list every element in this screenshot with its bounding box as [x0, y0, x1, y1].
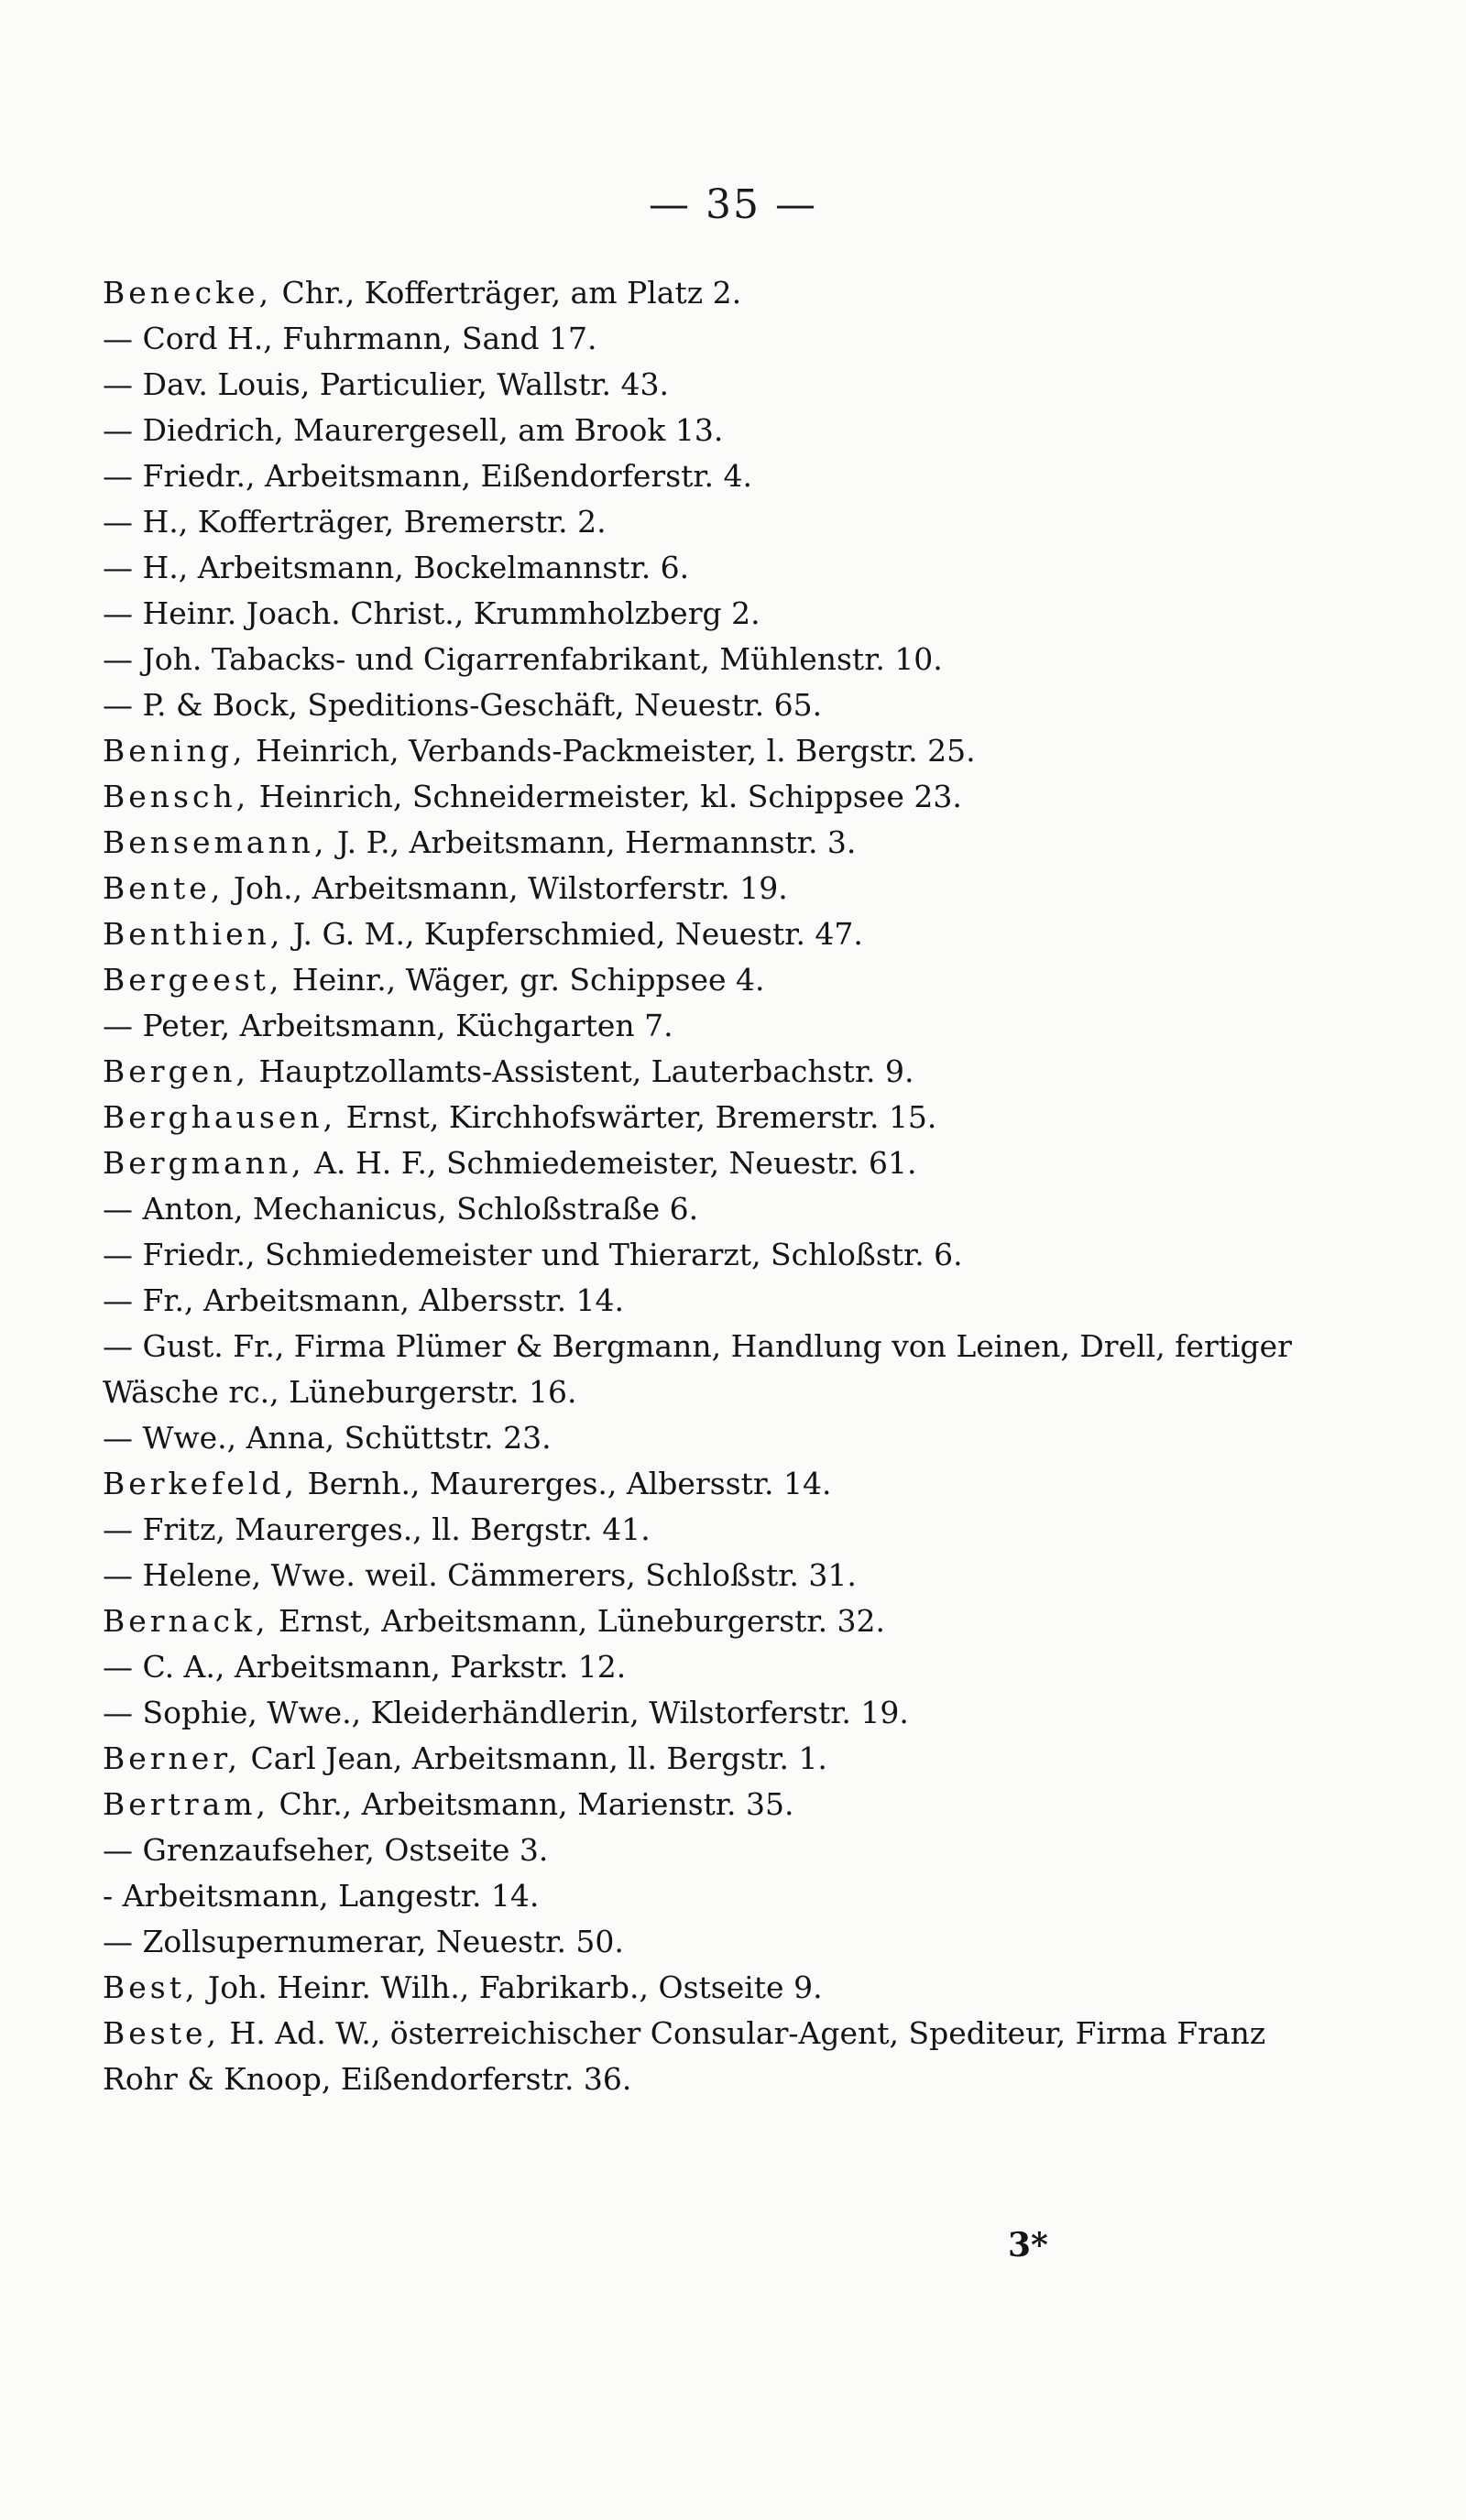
entry-text: — Joh. Tabacks- und Cigarrenfabrikant, Mühlenstr. 10.	[103, 641, 943, 677]
directory-entry	[103, 1782, 1294, 1827]
directory-entry	[103, 1461, 1294, 1507]
directory-entry	[103, 1553, 1294, 1598]
directory-entry	[103, 499, 1294, 545]
entry-text: — Peter, Arbeitsmann, Küchgarten 7.	[103, 1008, 673, 1043]
directory-entry	[103, 1644, 1294, 1690]
entry-surname: Bergeest,	[103, 962, 283, 998]
entry-text: — Diedrich, Maurergesell, am Brook 13.	[103, 412, 724, 448]
directory-entry	[103, 2011, 1294, 2102]
directory-entry	[103, 957, 1294, 1003]
entry-text: — C. A., Arbeitsmann, Parkstr. 12.	[103, 1649, 627, 1685]
directory-entry	[103, 1415, 1294, 1461]
signature-mark: 3*	[1008, 2226, 1048, 2264]
entry-surname: Bensch,	[103, 779, 250, 814]
directory-entry	[103, 1278, 1294, 1324]
directory-entry	[103, 1873, 1294, 1919]
entry-text: — Helene, Wwe. weil. Cämmerers, Schloßstr. 31.	[103, 1557, 857, 1593]
entry-surname: Berghausen,	[103, 1099, 337, 1135]
directory-entry	[103, 1324, 1294, 1415]
entry-text: — Fritz, Maurerges., ll. Bergstr. 41.	[103, 1511, 651, 1547]
directory-entry	[103, 1598, 1294, 1644]
entry-surname: Benecke,	[103, 275, 273, 311]
directory-entry	[103, 637, 1294, 682]
entry-text: Joh. Heinr. Wilh., Fabrikarb., Ostseite 9.	[198, 1969, 823, 2005]
directory-entry	[103, 820, 1294, 866]
entry-text: J. P., Arbeitsmann, Hermannstr. 3.	[327, 824, 857, 860]
directory-entry	[103, 1232, 1294, 1278]
directory-entry	[103, 270, 1294, 316]
entry-text: H. Ad. W., österreichischer Consular-Agent, Spediteur, Firma Franz Rohr & Knoop, Eißendorferstr. 36.	[103, 2015, 1266, 2097]
directory-entry	[103, 316, 1294, 362]
entry-surname: Benthien,	[103, 916, 284, 952]
entry-text: Joh., Arbeitsmann, Wilstorferstr. 19.	[224, 870, 788, 906]
directory-entry	[103, 1507, 1294, 1553]
entry-text: — Fr., Arbeitsmann, Albersstr. 14.	[103, 1282, 625, 1318]
directory-entry	[103, 1919, 1294, 1965]
entry-text: Chr., Arbeitsmann, Marienstr. 35.	[269, 1786, 794, 1822]
directory-entry	[103, 728, 1294, 774]
entry-text: — Sophie, Wwe., Kleiderhändlerin, Wilstorferstr. 19.	[103, 1695, 909, 1730]
entry-text: — Heinr. Joach. Christ., Krummholzberg 2.	[103, 595, 760, 631]
directory-entry	[103, 1690, 1294, 1736]
entry-text: — Anton, Mechanicus, Schloßstraße 6.	[103, 1191, 699, 1227]
entry-surname: Bente,	[103, 870, 224, 906]
directory-entry	[103, 1736, 1294, 1782]
directory-entry	[103, 911, 1294, 957]
entry-text: Heinrich, Schneidermeister, kl. Schippsee 23.	[249, 779, 962, 814]
entry-text: — Grenzaufseher, Ostseite 3.	[103, 1832, 549, 1868]
entry-text: Carl Jean, Arbeitsmann, ll. Bergstr. 1.	[240, 1740, 827, 1776]
directory-entry	[103, 453, 1294, 499]
entry-text: — H., Arbeitsmann, Bockelmannstr. 6.	[103, 550, 690, 585]
directory-entry	[103, 591, 1294, 637]
entry-text: — Zollsupernumerar, Neuestr. 50.	[103, 1924, 624, 1959]
directory-entry	[103, 866, 1294, 911]
entry-text: Heinr., Wäger, gr. Schippsee 4.	[282, 962, 765, 998]
directory-entry	[103, 682, 1294, 728]
entry-surname: Bertram,	[103, 1786, 270, 1822]
entry-text: — Wwe., Anna, Schüttstr. 23.	[103, 1420, 552, 1456]
entry-text: — Friedr., Arbeitsmann, Eißendorferstr. 4.	[103, 458, 753, 494]
directory-entry	[103, 545, 1294, 591]
entry-text: Chr., Kofferträger, am Platz 2.	[272, 275, 742, 311]
entry-text: — P. & Bock, Speditions-Geschäft, Neuestr. 65.	[103, 687, 823, 723]
directory-entries	[103, 270, 1294, 2102]
entry-text: Hauptzollamts-Assistent, Lauterbachstr. 9.	[248, 1053, 914, 1089]
directory-entry	[103, 1965, 1294, 2011]
directory-entry	[103, 408, 1294, 453]
directory-entry	[103, 1827, 1294, 1873]
entry-text: — Friedr., Schmiedemeister und Thierarzt, Schloßstr. 6.	[103, 1237, 963, 1272]
entry-surname: Bergen,	[103, 1053, 249, 1089]
entry-surname: Bernack,	[103, 1603, 269, 1639]
entry-surname: Bening,	[103, 733, 246, 769]
directory-entry	[103, 1140, 1294, 1186]
entry-text: — Gust. Fr., Firma Plümer & Bergmann, Handlung von Leinen, Drell, fertiger Wäsche rc., Lüneburgerstr. 16.	[103, 1328, 1292, 1410]
entry-text: - Arbeitsmann, Langestr. 14.	[103, 1878, 540, 1914]
entry-surname: Best,	[103, 1969, 199, 2005]
directory-entry	[103, 1095, 1294, 1140]
directory-entry	[103, 1186, 1294, 1232]
entry-text: J. G. M., Kupferschmied, Neuestr. 47.	[283, 916, 863, 952]
directory-entry	[103, 1003, 1294, 1049]
entry-text: — Cord H., Fuhrmann, Sand 17.	[103, 321, 597, 356]
entry-text: Bernh., Maurerges., Albersstr. 14.	[298, 1466, 832, 1501]
directory-entry	[103, 1049, 1294, 1095]
directory-entry	[103, 362, 1294, 408]
entry-surname: Berkefeld,	[103, 1466, 298, 1501]
entry-text: Ernst, Kirchhofswärter, Bremerstr. 15.	[336, 1099, 937, 1135]
directory-entry	[103, 774, 1294, 820]
entry-surname: Berner,	[103, 1740, 241, 1776]
entry-surname: Bergmann,	[103, 1145, 305, 1181]
entry-surname: Bensemann,	[103, 824, 328, 860]
entry-text: Heinrich, Verbands-Packmeister, l. Bergstr. 25.	[246, 733, 976, 769]
entry-text: A. H. F., Schmiedemeister, Neuestr. 61.	[304, 1145, 917, 1181]
entry-text: — Dav. Louis, Particulier, Wallstr. 43.	[103, 366, 669, 402]
entry-text: Ernst, Arbeitsmann, Lüneburgerstr. 32.	[268, 1603, 886, 1639]
entry-text: — H., Kofferträger, Bremerstr. 2.	[103, 504, 607, 540]
page-number: — 35 —	[649, 181, 817, 228]
entry-surname: Beste,	[103, 2015, 220, 2051]
